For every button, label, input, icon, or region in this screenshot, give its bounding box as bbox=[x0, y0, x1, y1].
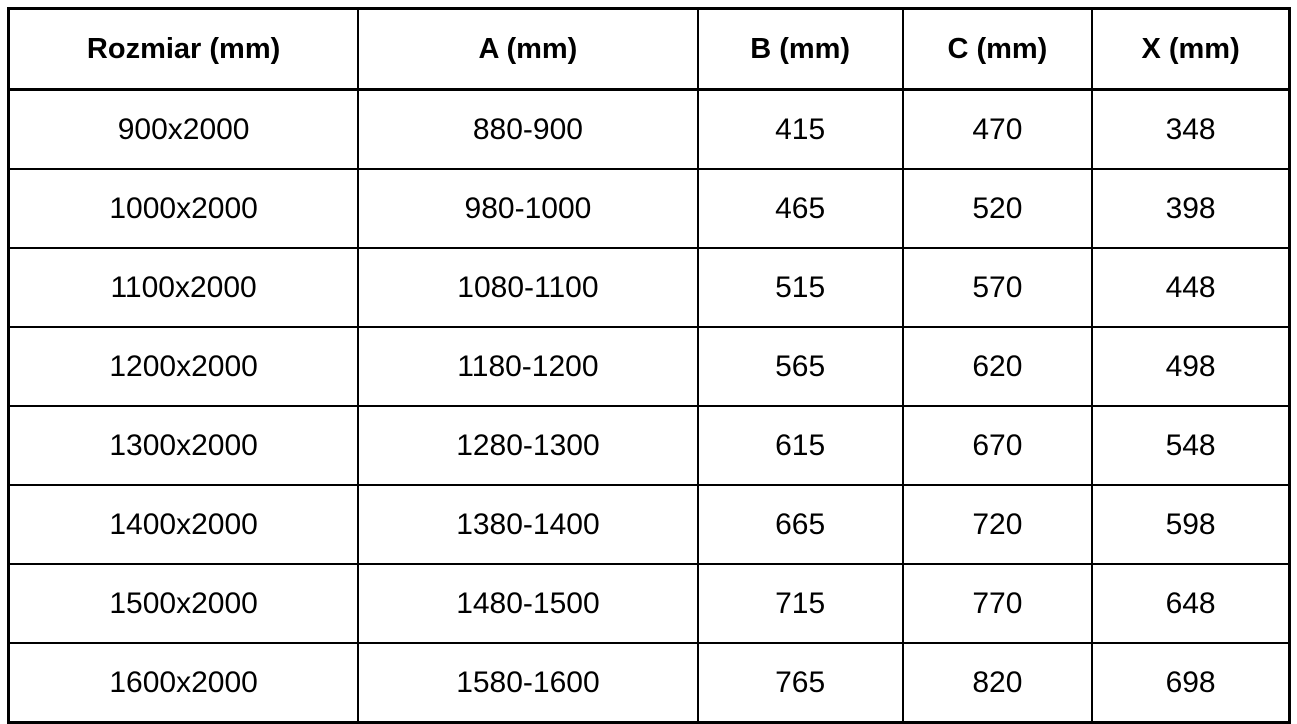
cell-a: 1080-1100 bbox=[358, 248, 697, 327]
cell-rozmiar: 1600x2000 bbox=[9, 643, 359, 723]
cell-b: 415 bbox=[698, 90, 903, 170]
cell-x: 648 bbox=[1092, 564, 1289, 643]
cell-c: 670 bbox=[903, 406, 1093, 485]
cell-rozmiar: 1100x2000 bbox=[9, 248, 359, 327]
table-row bbox=[9, 643, 1290, 723]
cell-b: 765 bbox=[698, 643, 903, 723]
cell-b: 465 bbox=[698, 169, 903, 248]
table-row bbox=[9, 485, 1290, 564]
cell-a: 880-900 bbox=[358, 90, 697, 170]
cell-x: 348 bbox=[1092, 90, 1289, 170]
table-row bbox=[9, 406, 1290, 485]
cell-x: 448 bbox=[1092, 248, 1289, 327]
table-row bbox=[9, 248, 1290, 327]
table-row bbox=[9, 90, 1290, 170]
header-row bbox=[9, 9, 1290, 90]
cell-rozmiar: 1400x2000 bbox=[9, 485, 359, 564]
cell-a: 1480-1500 bbox=[358, 564, 697, 643]
cell-a: 1380-1400 bbox=[358, 485, 697, 564]
cell-x: 698 bbox=[1092, 643, 1289, 723]
size-spec-table bbox=[7, 7, 1291, 724]
column-header-a: A (mm) bbox=[358, 9, 697, 90]
cell-b: 665 bbox=[698, 485, 903, 564]
cell-a: 980-1000 bbox=[358, 169, 697, 248]
cell-x: 498 bbox=[1092, 327, 1289, 406]
cell-a: 1180-1200 bbox=[358, 327, 697, 406]
cell-b: 515 bbox=[698, 248, 903, 327]
table-row bbox=[9, 327, 1290, 406]
column-header-c: C (mm) bbox=[903, 9, 1093, 90]
cell-a: 1280-1300 bbox=[358, 406, 697, 485]
cell-c: 820 bbox=[903, 643, 1093, 723]
cell-rozmiar: 1300x2000 bbox=[9, 406, 359, 485]
cell-b: 615 bbox=[698, 406, 903, 485]
cell-x: 398 bbox=[1092, 169, 1289, 248]
cell-rozmiar: 1000x2000 bbox=[9, 169, 359, 248]
table-row bbox=[9, 169, 1290, 248]
column-header-x: X (mm) bbox=[1092, 9, 1289, 90]
cell-c: 770 bbox=[903, 564, 1093, 643]
cell-c: 470 bbox=[903, 90, 1093, 170]
column-header-b: B (mm) bbox=[698, 9, 903, 90]
cell-rozmiar: 1200x2000 bbox=[9, 327, 359, 406]
column-header-rozmiar: Rozmiar (mm) bbox=[9, 9, 359, 90]
cell-c: 570 bbox=[903, 248, 1093, 327]
cell-a: 1580-1600 bbox=[358, 643, 697, 723]
cell-rozmiar: 1500x2000 bbox=[9, 564, 359, 643]
cell-c: 520 bbox=[903, 169, 1093, 248]
cell-c: 720 bbox=[903, 485, 1093, 564]
cell-x: 598 bbox=[1092, 485, 1289, 564]
cell-x: 548 bbox=[1092, 406, 1289, 485]
cell-b: 565 bbox=[698, 327, 903, 406]
table-row bbox=[9, 564, 1290, 643]
cell-rozmiar: 900x2000 bbox=[9, 90, 359, 170]
cell-c: 620 bbox=[903, 327, 1093, 406]
cell-b: 715 bbox=[698, 564, 903, 643]
